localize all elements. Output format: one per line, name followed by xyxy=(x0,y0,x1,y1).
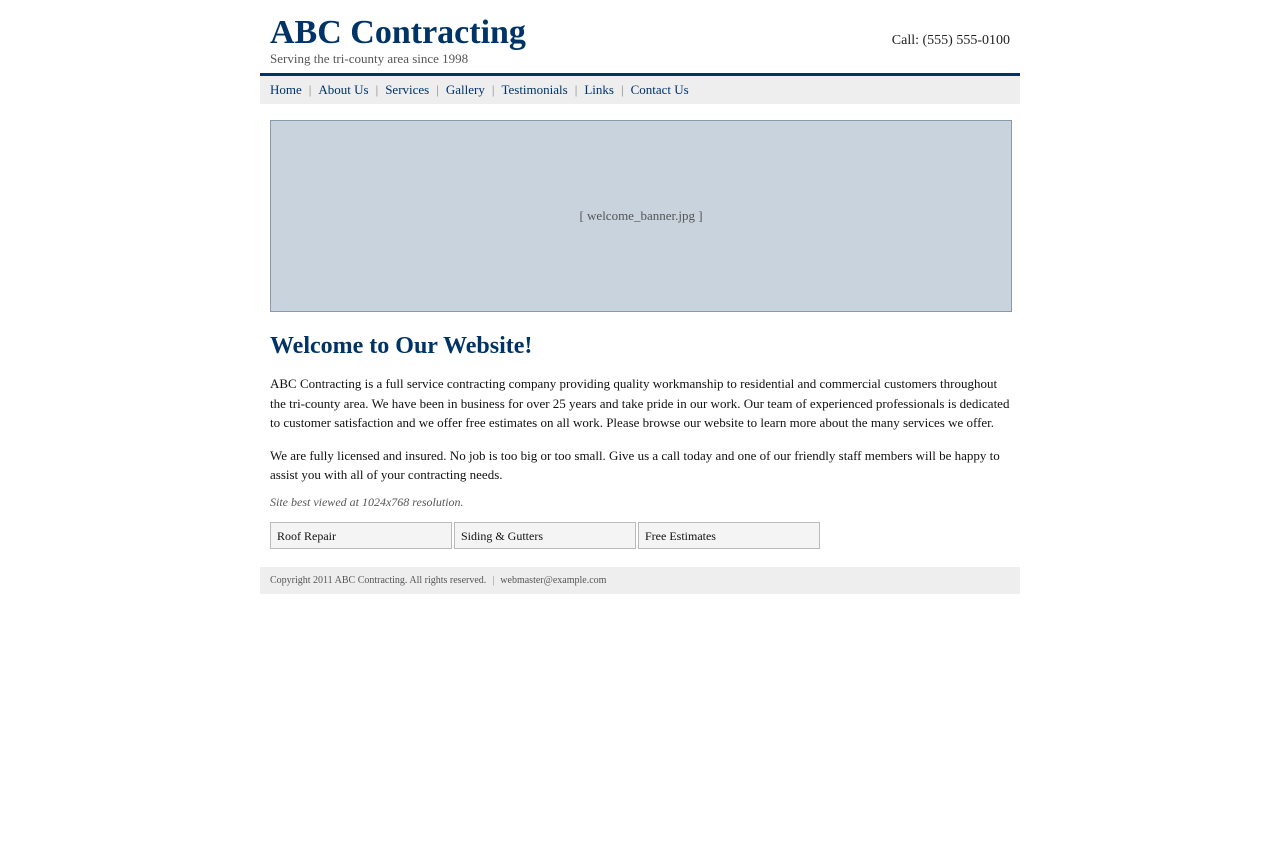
service-siding-gutters[interactable]: Siding & Gutters xyxy=(454,522,636,549)
banner-placeholder-text: [ welcome_banner.jpg ] xyxy=(579,208,703,223)
welcome-heading: Welcome to Our Website! xyxy=(270,333,533,359)
nav-separator: | xyxy=(574,82,578,97)
webmaster-email-link[interactable]: webmaster@example.com xyxy=(500,574,607,586)
footer-separator: | xyxy=(492,574,495,586)
nav-separator: | xyxy=(491,82,495,97)
nav-link-links[interactable]: Links xyxy=(584,82,614,97)
intro-paragraph: ABC Contracting is a full service contracting company providing quality workmanship to residential and commercial customers throughout the tri-county area. We have been in business for over 25 years and take pride in our work. Our team of experienced professionals is dedicated to customer satisfaction and we offer free estimates on all work. Please browse our website to learn more about the many services we offer. xyxy=(270,376,1010,430)
nav-link-testimonials[interactable]: Testimonials xyxy=(501,82,568,97)
service-roof-repair[interactable]: Roof Repair xyxy=(270,522,452,549)
phone-number: Call: (555) 555-0100 xyxy=(891,33,1010,48)
copyright-text: Copyright 2011 ABC Contracting. All rights reserved. xyxy=(270,574,487,586)
welcome-banner-image xyxy=(270,120,1012,312)
nav-separator: | xyxy=(620,82,624,97)
main-content xyxy=(260,332,1020,549)
nav-separator: | xyxy=(436,82,439,97)
services-list xyxy=(270,522,1010,549)
nav-link-about-us[interactable]: About Us xyxy=(318,82,369,97)
service-free-estimates[interactable]: Free Estimates xyxy=(638,522,820,549)
resolution-note: Site best viewed at 1024x768 resolution. xyxy=(270,494,464,509)
nav-separator: | xyxy=(308,82,312,97)
nav-link-contact-us[interactable]: Contact Us xyxy=(630,82,689,97)
site-tagline: Serving the tri-county area since 1998 xyxy=(270,51,469,66)
site-header xyxy=(260,0,1020,76)
nav-link-home[interactable]: Home xyxy=(270,82,302,97)
page-container xyxy=(260,0,1020,594)
nav-separator: | xyxy=(375,82,379,97)
main-navigation xyxy=(260,76,1020,104)
nav-link-gallery[interactable]: Gallery xyxy=(445,82,485,97)
nav-link-services[interactable]: Services xyxy=(385,82,430,97)
site-title[interactable]: ABC Contracting xyxy=(270,14,526,51)
site-footer xyxy=(260,567,1020,594)
licensed-paragraph: We are fully licensed and insured. No job is too big or too small. Give us a call today and one of our friendly staff members will be happy to assist you with all of your contracting needs. xyxy=(270,447,1000,482)
